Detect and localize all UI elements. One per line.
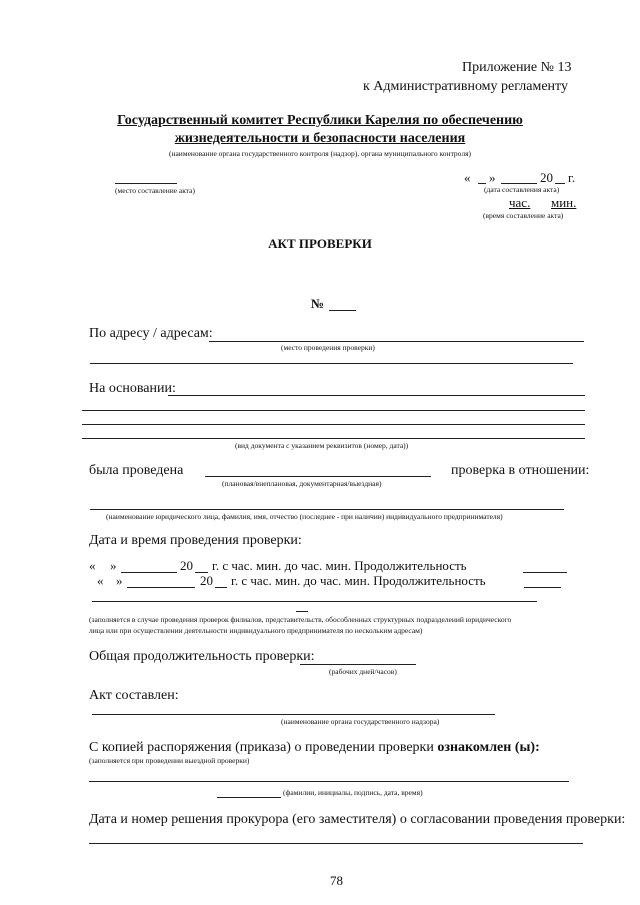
- row2-time-text: г. с час. мин. до час. мин. Продолжительность: [231, 573, 486, 588]
- basis-label: На основании:: [89, 381, 176, 396]
- inspection-type-field[interactable]: [205, 476, 431, 477]
- date-caption: (дата составления акта): [484, 185, 560, 194]
- total-duration-label: Общая продолжительность проверки:: [89, 649, 315, 664]
- row1-duration-field[interactable]: [523, 572, 567, 573]
- date-day-field[interactable]: [478, 183, 486, 184]
- datetime-note-line1: (заполняется в случае проведения проверок филиалов, представительств, обособленных структурных подразделений юридического: [89, 615, 512, 624]
- row2-quote-open: «: [97, 573, 104, 588]
- appendix-title: Приложение № 13: [462, 60, 572, 75]
- address-field-line2[interactable]: [90, 363, 573, 364]
- datetime-label: Дата и время проведения проверки:: [89, 533, 302, 548]
- copy-field[interactable]: [89, 781, 569, 782]
- date-year-suffix: г.: [568, 170, 576, 185]
- total-duration-field[interactable]: [300, 664, 416, 665]
- address-field[interactable]: [209, 341, 584, 342]
- date-year-prefix: 20: [540, 170, 553, 185]
- copy-label-text: С копией распоряжения (приказа) о проведении проверки: [89, 740, 438, 755]
- row1-quote-open: «: [89, 558, 96, 573]
- basis-field-line3[interactable]: [82, 424, 585, 425]
- datetime-note-line2: лица или при осуществлении деятельности индивидуального предпринимателя по нескольким адресам): [89, 626, 423, 635]
- org-name-line2: жизнедеятельности и безопасности населения: [174, 131, 466, 146]
- compiled-field[interactable]: [92, 714, 495, 715]
- compiled-caption: (наименование органа государственного надзора): [281, 717, 440, 726]
- address-caption: (место проведения проверки): [281, 343, 375, 352]
- date-quote-open: «: [464, 170, 471, 185]
- row2-year-prefix: 20: [200, 573, 213, 588]
- copy-signature-caption: (фамилии, инициалы, подпись, дата, время): [283, 788, 423, 797]
- copy-note: (заполняется при проведении выездной проверки): [89, 756, 250, 765]
- act-number-label: №: [311, 296, 325, 311]
- row1-date-field[interactable]: [121, 572, 177, 573]
- place-caption: (место составление акта): [115, 186, 195, 195]
- basis-caption: (вид документа с указанием реквизитов (номер, дата)): [235, 441, 409, 450]
- time-caption: (время составление акта): [483, 211, 564, 220]
- address-label: По адресу / адресам:: [89, 326, 213, 341]
- row2-quote-close: »: [116, 573, 123, 588]
- row2-duration-field[interactable]: [524, 587, 561, 588]
- place-field[interactable]: [115, 183, 177, 184]
- inspection-type-caption: (плановая/внеплановая, документарная/выездная): [222, 479, 382, 488]
- date-quote-close: »: [489, 170, 496, 185]
- date-year-field[interactable]: [555, 183, 565, 184]
- org-caption: (наименование органа государственного контроля (надзор), органа муниципального контроля): [168, 149, 472, 158]
- appendix-reference: к Административному регламенту: [363, 79, 568, 94]
- row2-year-field[interactable]: [215, 587, 227, 588]
- datetime-extra-mark: [296, 611, 308, 612]
- inspection-subject-field[interactable]: [90, 509, 564, 510]
- total-duration-caption: (рабочих дней/часов): [329, 667, 397, 676]
- copy-signature-field[interactable]: [217, 797, 281, 798]
- act-title: АКТ ПРОВЕРКИ: [268, 236, 372, 251]
- basis-field[interactable]: [168, 395, 585, 396]
- row2-date-field[interactable]: [127, 587, 195, 588]
- org-name-line1: Государственный комитет Республики Карелия по обеспечению: [117, 113, 523, 128]
- copy-familiarized-label: [89, 740, 540, 756]
- time-hours-label: час.: [509, 195, 531, 210]
- prosecutor-label: Дата и номер решения прокурора (его заместителя) о согласовании проведения проверки:: [89, 812, 626, 827]
- act-number-field[interactable]: [329, 310, 356, 311]
- page-number: 78: [330, 873, 343, 888]
- basis-field-line4[interactable]: [82, 438, 585, 439]
- row1-year-prefix: 20: [180, 558, 193, 573]
- row1-time-text: г. с час. мин. до час. мин. Продолжительность: [212, 558, 467, 573]
- compiled-label: Акт составлен:: [89, 688, 179, 703]
- copy-label-bold: ознакомлен (ы):: [437, 740, 540, 755]
- time-minutes-label: мин.: [551, 195, 577, 210]
- conducted-label: была проведена: [89, 463, 184, 478]
- row1-quote-close: »: [110, 558, 117, 573]
- datetime-extra-field[interactable]: [92, 601, 537, 602]
- inspection-subject-caption: (наименование юридического лица, фамилия, имя, отчество (последнее - при наличии) индивидуального предпринимателя): [106, 512, 503, 521]
- prosecutor-field[interactable]: [89, 843, 583, 844]
- basis-field-line2[interactable]: [82, 410, 585, 411]
- date-month-field[interactable]: [501, 183, 537, 184]
- inspection-subject-label: проверка в отношении:: [451, 463, 590, 478]
